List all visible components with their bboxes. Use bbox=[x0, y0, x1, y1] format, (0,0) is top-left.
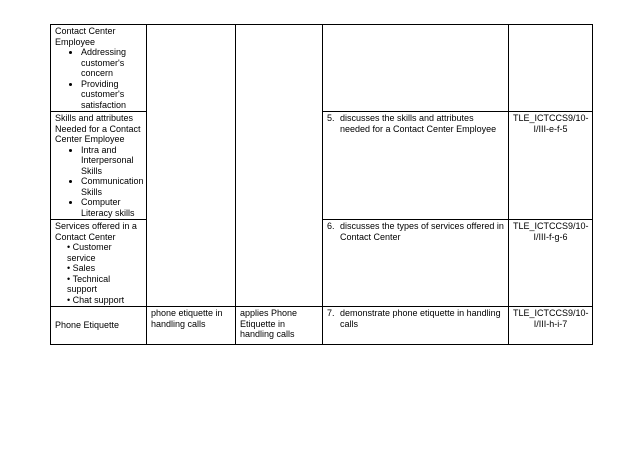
list-item: • Technical support bbox=[67, 274, 142, 295]
list-item: • Customer service bbox=[67, 242, 142, 263]
performance-standard-cell bbox=[236, 25, 323, 307]
content-line: Services offered in a bbox=[55, 221, 137, 231]
content-bullet-list bbox=[55, 242, 142, 305]
list-item: • Computer Literacy skills bbox=[81, 197, 142, 218]
list-item: • Sales bbox=[67, 263, 142, 274]
content-bullet-list bbox=[55, 145, 142, 219]
table-row bbox=[51, 307, 593, 345]
list-item: • Communication Skills bbox=[81, 176, 142, 197]
content-standard-cell: phone etiquette in handling calls bbox=[147, 307, 236, 345]
list-item: • Chat support bbox=[67, 295, 142, 306]
code-cell: TLE_ICTCCS9/10-I/III-h-i-7 bbox=[509, 307, 593, 345]
content-line: Contact Center bbox=[55, 231, 116, 242]
content-cell bbox=[51, 112, 147, 220]
competency-cell bbox=[323, 112, 509, 220]
content-line: Employee bbox=[55, 36, 96, 47]
content-line: Skills and attributes bbox=[55, 113, 134, 123]
content-standard-cell bbox=[147, 25, 236, 307]
code-cell: TLE_ICTCCS9/10-I/III-f-g-6 bbox=[509, 220, 593, 307]
competency-cell bbox=[323, 307, 509, 345]
content-bullet-list bbox=[55, 47, 142, 110]
code-cell: TLE_ICTCCS9/10-I/III-e-f-5 bbox=[509, 112, 593, 220]
competency-cell bbox=[323, 25, 509, 112]
competency-number: 6. bbox=[327, 221, 335, 231]
competency-text: discusses the types of services offered in Contact Center bbox=[340, 221, 504, 242]
code-cell bbox=[509, 25, 593, 112]
content-line: Needed for a Contact bbox=[55, 123, 141, 134]
content-cell: Phone Etiquette bbox=[51, 307, 147, 345]
content-line: Center Employee bbox=[55, 134, 125, 144]
competency-text: discusses the skills and attributes needed for a Contact Center Employee bbox=[340, 113, 497, 134]
content-cell bbox=[51, 25, 147, 112]
list-item: • Intra and Interpersonal Skills bbox=[81, 145, 142, 177]
competency-text: demonstrate phone etiquette in handling calls bbox=[340, 308, 501, 329]
competency-number: 7. bbox=[327, 308, 335, 318]
table-row bbox=[51, 25, 593, 112]
curriculum-table bbox=[50, 24, 593, 345]
performance-standard-cell: applies Phone Etiquette in handling calls bbox=[236, 307, 323, 345]
content-cell bbox=[51, 220, 147, 307]
content-line: Contact Center bbox=[55, 26, 116, 36]
competency-cell bbox=[323, 220, 509, 307]
list-item: • Providing customer's satisfaction bbox=[81, 79, 142, 111]
competency-number: 5. bbox=[327, 113, 335, 123]
list-item: • Addressing customer's concern bbox=[81, 47, 142, 79]
